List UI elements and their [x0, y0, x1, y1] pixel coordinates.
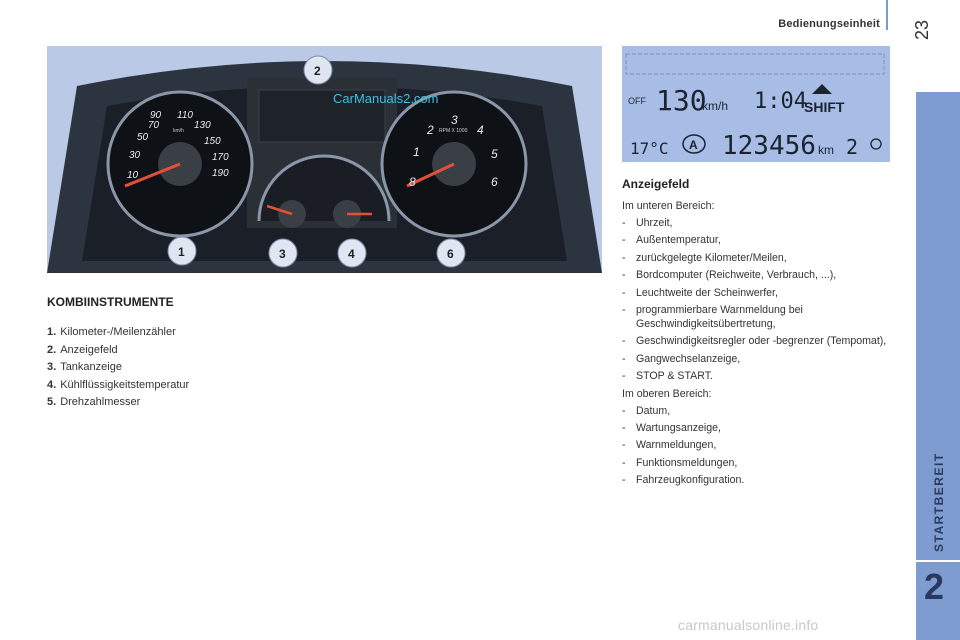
speedo-tick-110: 110 [177, 110, 193, 121]
lcd-odometer: 123456 [722, 131, 816, 161]
lcd-off-label: OFF [628, 96, 646, 106]
list-item-number: 4. [47, 378, 57, 391]
list-item-text: Wartungsanzeige, [636, 421, 721, 434]
list-item: - Bordcomputer (Reichweite, Verbrauch, ...), [622, 269, 837, 282]
callout-2 [304, 56, 332, 84]
list-item: - Leuchtweite der Scheinwerfer, [622, 286, 778, 299]
callout-2-label: 2 [314, 64, 321, 78]
list-item-text: Bordcomputer (Reichweite, Verbrauch, ...), [636, 269, 837, 282]
list-item-text: programmierbare Warnmeldung bei Geschwindigkeitsübertretung, [636, 303, 803, 330]
callout-4 [338, 239, 366, 267]
list-item: - Gangwechselanzeige, [622, 352, 741, 365]
callout-3-label: 3 [279, 247, 286, 261]
lcd-gear: 2 [846, 135, 859, 159]
cluster-watermark: CarManuals2.com [333, 91, 439, 106]
list-item-text: Drehzahlmesser [60, 396, 141, 409]
lcd-speed-unit: km/h [702, 99, 729, 113]
list-item [47, 324, 189, 342]
list-item-text: Fahrzeugkonfiguration. [636, 474, 745, 487]
list-item-text: Kilometer-/Meilenzähler [60, 326, 176, 338]
list-item: - zurückgelegte Kilometer/Meilen, [622, 251, 787, 264]
list-item-text: Funktionsmeldungen, [636, 456, 738, 469]
tacho-tick-3: 3 [451, 113, 458, 127]
kombiinstrumente-list [47, 324, 189, 412]
lcd-speed: 130 [656, 84, 707, 117]
section-title-anzeigefeld: Anzeigefeld [622, 177, 690, 191]
tacho-tick-5: 5 [491, 147, 498, 161]
lower-area-intro: Im unteren Bereich: [622, 200, 715, 212]
callout-4-label: 4 [348, 247, 355, 261]
tacho-tick-6: 6 [491, 175, 498, 189]
list-item: - Fahrzeugkonfiguration. [622, 474, 745, 487]
speedo-tick-170: 170 [212, 152, 229, 163]
lcd-temp: 17°C [630, 139, 669, 158]
header-divider [886, 0, 888, 30]
list-item [47, 359, 189, 377]
list-item: - Uhrzeit, [622, 217, 673, 229]
callout-6-label: 6 [447, 247, 454, 261]
list-item: - Datum, [622, 404, 671, 417]
list-item-text: Datum, [636, 404, 671, 417]
list-item: - Funktionsmeldungen, [622, 456, 738, 469]
callout-1-label: 1 [178, 245, 185, 259]
list-item-text: Uhrzeit, [636, 217, 673, 229]
list-item-text: STOP & START. [636, 370, 713, 383]
list-item-number: 1. [47, 326, 57, 338]
speedo-tick-70: 70 [148, 120, 160, 131]
list-item-number: 5. [47, 396, 57, 409]
lcd-odometer-unit: km [818, 143, 834, 157]
list-item: - Außentemperatur, [622, 234, 721, 247]
list-item: - STOP & START. [622, 370, 713, 383]
list-item: - Warnmeldungen, [622, 439, 717, 452]
side-tab-separator [916, 560, 960, 562]
list-item-number: 3. [47, 361, 57, 374]
list-item-number: 2. [47, 343, 57, 356]
callout-3 [269, 239, 297, 267]
chapter-number: 2 [924, 566, 945, 607]
speedo-tick-90: 90 [150, 110, 162, 121]
list-item-text: Außentemperatur, [636, 234, 721, 247]
tacho-tick-1: 1 [413, 145, 420, 159]
tacho-tick-4: 4 [477, 123, 484, 137]
list-item: - Wartungsanzeige, [622, 421, 721, 434]
tacho-tick-8: 8 [409, 175, 416, 189]
chapter-label: STARTBEREIT [932, 452, 946, 552]
chapter-side-tab [916, 92, 960, 640]
list-item: - programmierbare Warnmeldung bei Geschwindigkeitsübertretung, [622, 303, 892, 331]
callout-1 [168, 237, 196, 265]
list-item-text: Leuchtweite der Scheinwerfer, [636, 286, 778, 299]
speedo-unit: km/h [173, 128, 184, 134]
upper-area-intro: Im oberen Bereich: [622, 387, 712, 400]
speedo-tick-30: 30 [129, 150, 141, 161]
list-item [47, 377, 189, 395]
instrument-cluster-illustration [47, 46, 602, 273]
tacho-unit: RPM X 1000 [439, 128, 468, 134]
speedo-tick-130: 130 [194, 120, 211, 131]
list-item-text: Geschwindigkeitsregler oder -begrenzer (Tempomat), [636, 335, 887, 348]
list-item-text: zurückgelegte Kilometer/Meilen, [636, 251, 787, 264]
speedo-tick-50: 50 [137, 132, 149, 143]
list-item-text: Anzeigefeld [60, 343, 118, 356]
list-item: - Geschwindigkeitsregler oder -begrenzer (Tempomat), [622, 335, 887, 348]
list-item-text: Warnmeldungen, [636, 439, 717, 452]
list-item-text: Tankanzeige [60, 361, 122, 374]
lcd-shift: SHIFT [804, 99, 845, 115]
page-number: 23 [912, 19, 932, 40]
list-item-text: Gangwechselanzeige, [636, 352, 741, 365]
section-title-kombiinstrumente: KOMBIINSTRUMENTE [47, 295, 174, 309]
tacho-tick-2: 2 [427, 123, 434, 137]
lcd-auto: A [689, 138, 698, 152]
lcd-display-illustration [622, 46, 890, 162]
speedo-tick-190: 190 [212, 168, 229, 179]
speedo-tick-150: 150 [204, 136, 221, 147]
lcd-time: 1:04 [754, 89, 807, 114]
list-item [47, 342, 189, 360]
callout-6 [437, 239, 465, 267]
list-item-text: Kühlflüssigkeitstemperatur [60, 378, 190, 391]
anzeigefeld-description [622, 199, 892, 490]
page-header-title: Bedienungseinheit [778, 18, 880, 30]
list-item [47, 394, 189, 412]
footer-watermark: carmanualsonline.info [678, 617, 819, 633]
speedo-tick-10: 10 [127, 170, 139, 181]
